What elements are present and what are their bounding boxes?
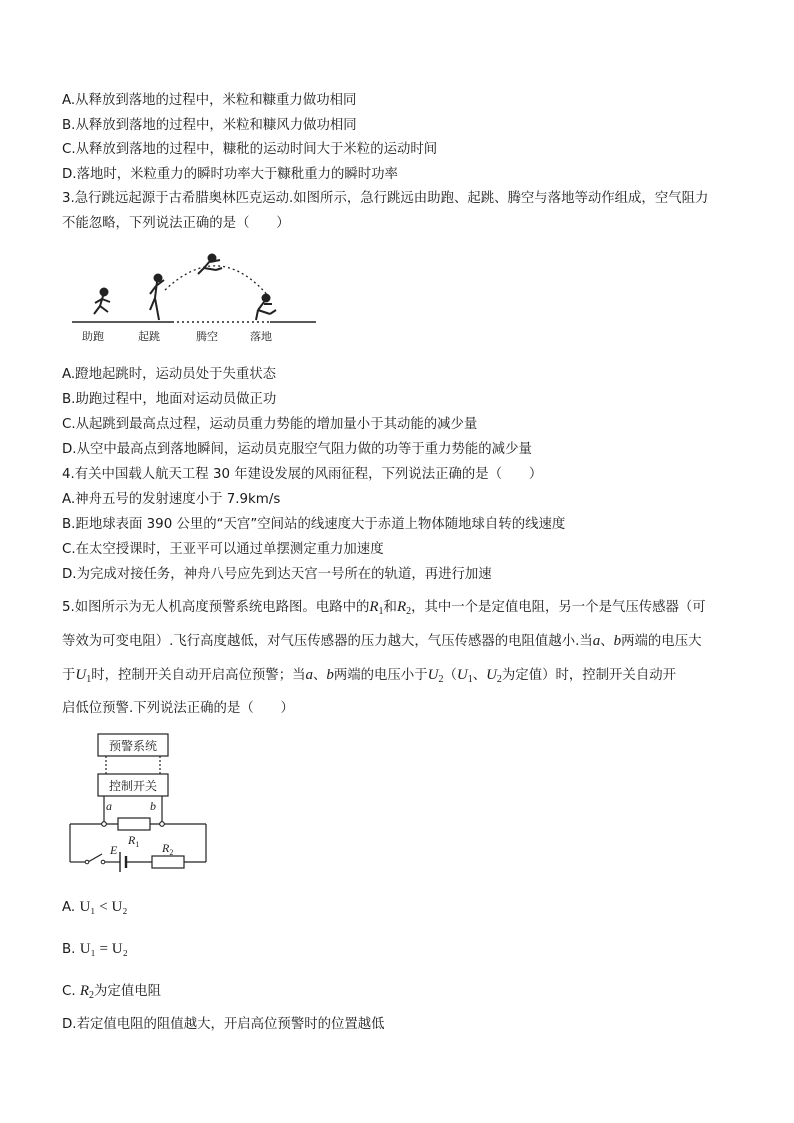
- q3-option-a: A.蹬地起跳时，运动员处于失重状态: [62, 367, 277, 382]
- label-landing: 落地: [250, 330, 272, 343]
- long-jump-figure: [70, 248, 330, 348]
- resistor-r1: [118, 818, 150, 830]
- runner-icon: [94, 289, 110, 315]
- q3-option-d: D.从空中最高点到落地瞬间，运动员克服空气阻力做的功等于重力势能的减少量: [62, 442, 532, 457]
- q3-option-c: C.从起跳到最高点过程，运动员重力势能的增加量小于其动能的减少量: [62, 417, 478, 432]
- q5-option-b: B. U₁ = U₂: [62, 941, 128, 957]
- flight-icon: [198, 255, 222, 275]
- q2-option-b: B.从释放到落地的过程中，米粒和糠风力做功相同: [62, 118, 357, 133]
- q4-option-a: A.神舟五号的发射速度小于 7.9km/s: [62, 492, 281, 507]
- landing-icon: [256, 295, 276, 321]
- q3-stem-line1: 3.急行跳远起源于古希腊奥林匹克运动.如图所示，急行跳远由助跑、起跳、腾空与落地等动作组成，空气阻力: [62, 191, 709, 206]
- q2-option-a: A.从释放到落地的过程中，米粒和糠重力做功相同: [62, 93, 357, 108]
- q4-stem: 4.有关中国载人航天工程 30 年建设发展的风雨征程，下列说法正确的是（ ）: [62, 467, 543, 482]
- q4-option-d: D.为完成对接任务，神舟八号应先到达天宫一号所在的轨道，再进行加速: [62, 567, 492, 582]
- q4-option-c: C.在太空授课时，王亚平可以通过单摆测定重力加速度: [62, 542, 384, 557]
- takeoff-icon: [150, 275, 164, 321]
- q5-option-c: C. $R_2$为定值电阻: [62, 983, 161, 1001]
- svg-text:预警系统: 预警系统: [108, 739, 158, 753]
- circuit-diagram: [66, 728, 216, 874]
- label-takeoff: 起跳: [138, 330, 160, 343]
- svg-text:控制开关: 控制开关: [108, 779, 158, 793]
- q5-stem-line2: 等效为可变电阻）.飞行高度越低，对气压传感器的压力越大，气压传感器的电阻值越小.当a、b两端的电压大: [62, 633, 702, 649]
- q2-option-d: D.落地时，米粒重力的瞬时功率大于糠秕重力的瞬时功率: [62, 167, 398, 182]
- svg-text:a: a: [106, 799, 112, 813]
- switch: [88, 854, 102, 862]
- label-run: 助跑: [82, 330, 104, 343]
- q5-option-d: D.若定值电阻的阻值越大，开启高位预警时的位置越低: [62, 1017, 385, 1032]
- q5-stem-line1: 5.如图所示为无人机高度预警系统电路图。电路中的$R_1$和$R_2$，其中一个是定值电阻，另一个是气压传感器（可: [62, 599, 706, 617]
- svg-text:R2: $R_2$: [162, 841, 174, 857]
- q3-option-b: B.助跑过程中，地面对运动员做正功: [62, 392, 277, 407]
- svg-text:E: E: [110, 843, 118, 857]
- q5-stem-line4: 启低位预警.下列说法正确的是（ ）: [62, 701, 294, 716]
- svg-text:R1: $R_1$: [128, 833, 140, 849]
- label-flight: 腾空: [196, 330, 218, 343]
- q3-stem-line2: 不能忽略，下列说法正确的是（ ）: [62, 216, 290, 231]
- svg-text:b: b: [150, 799, 156, 813]
- q4-option-b: B.距地球表面 390 公里的“天宫”空间站的线速度大于赤道上物体随地球自转的线速度: [62, 517, 566, 532]
- q2-option-c: C.从释放到落地的过程中，糠秕的运动时间大于米粒的运动时间: [62, 142, 438, 157]
- q5-stem-line3: 于$U_1$时，控制开关自动开启高位预警；当a、b两端的电压小于$U_2(U_1$、$U_2$为定值）时，控制开关自动开: [62, 667, 676, 685]
- resistor-r2: [152, 856, 184, 868]
- q5-option-a: A. U₁ < U₂: [62, 899, 128, 915]
